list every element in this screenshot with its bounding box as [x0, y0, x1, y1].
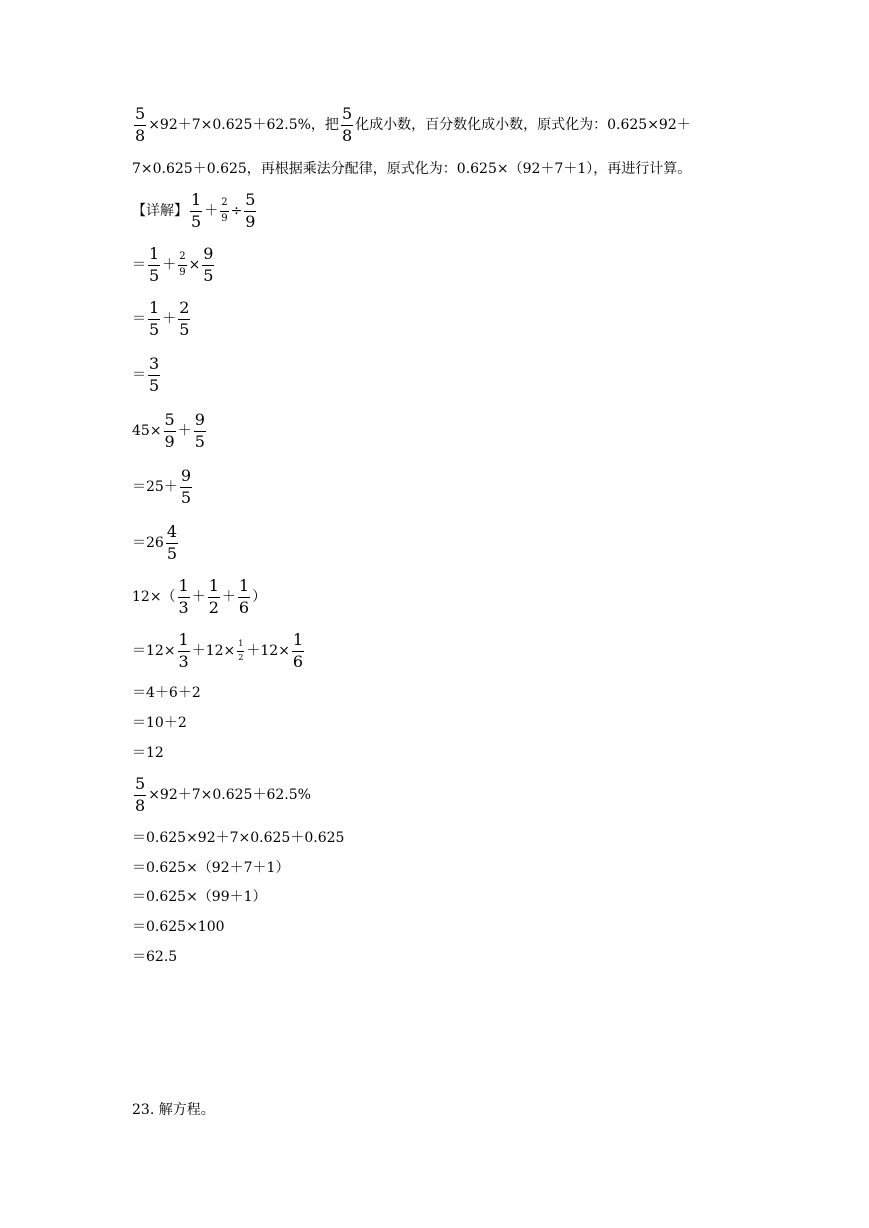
text: 12×（	[132, 589, 176, 606]
calc1-step1	[132, 246, 216, 285]
text: ＋12×	[246, 643, 290, 660]
question-23-heading	[132, 1103, 215, 1117]
intro-line-1	[132, 106, 691, 145]
calc4-step4	[132, 920, 225, 934]
calc1-step2	[132, 300, 192, 339]
calc3-step1	[132, 632, 306, 671]
plus: ＋	[221, 589, 236, 606]
text: ×92＋7×0.625＋62.5%，把	[148, 117, 339, 134]
plus: ＋	[191, 589, 206, 606]
calc1-result	[132, 356, 162, 395]
fraction: $\frac{1}{3}$	[178, 630, 189, 671]
text: ＝62.5	[132, 949, 178, 965]
text: 7×0.625＋0.625，再根据乘法分配律，原式化为：0.625×（92＋7＋1），再进行计算。	[132, 161, 692, 177]
calc4-expression	[132, 776, 311, 815]
fraction: $\frac{3}{5}$	[149, 354, 160, 395]
equals: ＝	[132, 257, 146, 274]
text: ＝0.625×（99＋1）	[132, 889, 267, 905]
plus: ＋	[177, 423, 192, 440]
fraction: $\frac{5}{8}$	[341, 104, 353, 145]
calc3-expression	[132, 578, 266, 617]
calc3-step3	[132, 716, 187, 730]
calc2-step1	[132, 468, 194, 507]
text: ＝12×	[132, 643, 176, 660]
text: ＝12	[132, 745, 164, 761]
text: ＝0.625×100	[132, 919, 225, 935]
fraction: $\frac{9}{5}$	[194, 410, 205, 451]
fraction: $\frac{2}{5}$	[179, 298, 190, 339]
detail-label: 【详解】	[132, 203, 188, 220]
fraction: $\frac{1}{6}$	[292, 630, 304, 671]
text: ＝4＋6＋2	[132, 685, 201, 701]
fraction: $\frac{9}{5}$	[180, 466, 192, 507]
fraction: $\frac{1}{5}$	[149, 244, 160, 285]
fraction: $\frac{1}{6}$	[238, 576, 250, 617]
fraction: $\frac{2}{9}$	[221, 197, 228, 224]
text: ＝26	[132, 535, 164, 552]
plus: ＋	[162, 311, 177, 328]
calc4-step3	[132, 890, 267, 904]
text: ＝10＋2	[132, 715, 187, 731]
fraction: $\frac{1}{2}$	[208, 576, 219, 617]
fraction: $\frac{1}{3}$	[178, 576, 189, 617]
calc4-step2	[132, 861, 289, 875]
intro-line-2	[132, 162, 691, 176]
calc3-step2	[132, 686, 201, 700]
calc2-result	[132, 524, 180, 563]
plus: ＋	[162, 257, 177, 274]
text: ×92＋7×0.625＋62.5%	[148, 787, 311, 804]
calc3-result	[132, 746, 164, 760]
text: 23. 解方程。	[132, 1102, 215, 1118]
text: 化成小数，百分数化成小数，原式化为：0.625×92＋	[355, 117, 691, 134]
fraction: $\frac{2}{9}$	[179, 251, 186, 278]
text: ）	[252, 589, 267, 606]
text: ＋12×	[191, 643, 236, 660]
text: ＝25＋	[132, 479, 178, 496]
divide: ÷	[230, 203, 243, 220]
equals: ＝	[132, 367, 146, 384]
plus: ＋	[204, 203, 219, 220]
equals: ＝	[132, 311, 146, 328]
fraction: $\frac{9}{5}$	[203, 244, 214, 285]
fraction: $\frac{4}{5}$	[166, 522, 178, 563]
calc2-expression	[132, 412, 208, 451]
text: ＝0.625×（92＋7＋1）	[132, 860, 290, 876]
fraction: $\frac{5}{8}$	[135, 104, 146, 145]
fraction: $\frac{1}{2}$	[238, 639, 244, 662]
calc4-result	[132, 950, 177, 964]
fraction: $\frac{1}{5}$	[149, 298, 160, 339]
calc1-expression	[132, 192, 258, 231]
calc4-step1	[132, 831, 344, 845]
fraction: $\frac{5}{8}$	[135, 774, 146, 815]
fraction: $\frac{5}{9}$	[245, 190, 256, 231]
fraction: $\frac{1}{5}$	[191, 190, 202, 231]
times: ×	[188, 257, 201, 274]
fraction: $\frac{5}{9}$	[164, 410, 175, 451]
text: 45×	[132, 423, 162, 440]
text: ＝0.625×92＋7×0.625＋0.625	[132, 830, 345, 846]
